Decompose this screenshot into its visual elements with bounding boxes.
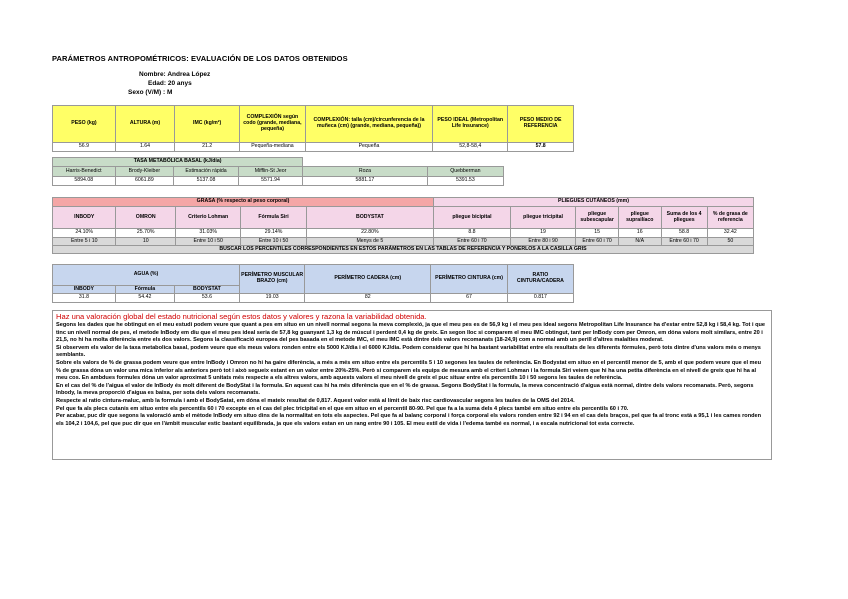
percentile-subescapular: Entre 60 i 70 — [576, 238, 619, 246]
assessment-paragraph: Sobre els valors de % de grassa podem veure que entre InBody i Omron no hi ha gaire diferència, a més a més em situo entre els percentils 5 i 10 segones les taules de referència. En Bodystat em situo en el percentil menor de 5, amb el que podem veure que el meu % de grassa dóna un valor una mica inferior als anteriors però tot i això segueix estant en un valor entre 20%-25%. Però si comparem els equips de mesura amb el criteri Lohman i la formula Siri veiem que hi ha una petita diferència en el nivell de greix que hi ha al meu cos. En ambdues formules dóna un valor aproximat 5 unitats més respecte a els altres valors, amb aquests valors el meu nivell de greix el puc situar entre els percentils 10 i 50 segons les taules de referència. — [56, 359, 762, 382]
cell-bodystat: 22.80% — [306, 229, 433, 238]
cell-lohman: 31.03% — [176, 229, 241, 238]
cell-tricipital: 19 — [510, 229, 575, 238]
cell-ratio-cintura-cadera: 0.817 — [507, 294, 573, 303]
percentile-bicipital: Entre 60 i 70 — [434, 238, 511, 246]
agua-title: AGUA (%) — [53, 265, 240, 286]
header-harris-benedict: Harris-Benedict — [53, 167, 116, 177]
tmb-title: TASA METABÓLICA BASAL (kJ/día) — [53, 158, 303, 167]
cell-agua-bodystat: 53.6 — [174, 294, 239, 303]
name-value: Andrea López — [167, 71, 211, 78]
agua-perimetros-table — [52, 264, 574, 303]
header-brody-kleiber: Brody-Kleiber — [115, 167, 174, 177]
header-complexion-muneca: COMPLEXIÓN: talla (cm)/circunferencia de la muñeca (cm) (grande, mediana, pequeña)) — [305, 106, 432, 143]
cell-agua-formula: 54.42 — [115, 294, 174, 303]
header-omron: OMRON — [116, 207, 176, 229]
cell-suma-pliegues: 58.8 — [661, 229, 707, 238]
header-complexion-codo: COMPLEXIÓN según codo (grande, mediana, pequeña) — [240, 106, 306, 143]
header-imc: IMC (kg/m²) — [175, 106, 240, 143]
header-subescapular: pliegue subescapular — [576, 207, 619, 229]
header-peso-ideal: PESO IDEAL (Metropolitan Life Insurance) — [433, 106, 508, 143]
cell-bicipital: 8.8 — [434, 229, 511, 238]
cell-perimetro-brazo: 19.03 — [239, 294, 304, 303]
header-inbody: INBODY — [53, 207, 116, 229]
tmb-table — [52, 157, 504, 186]
percentile-suprailiaco: N/A — [619, 238, 662, 246]
percentile-tricipital: Entre 80 i 90 — [510, 238, 575, 246]
header-altura: ALTURA (m) — [115, 106, 174, 143]
age-value: 20 anys — [167, 80, 192, 87]
percentile-suma-pliegues: Entre 60 i 70 — [661, 238, 707, 246]
grasa-title: GRASA (% respecto al peso corporal) — [53, 198, 434, 207]
header-estimacion-rapida: Estimación rápida — [174, 167, 239, 177]
name-label: Nombre: — [139, 71, 166, 78]
header-peso-medio: PESO MEDIO DE REFERENCIA — [508, 106, 574, 143]
cell-peso-medio: 57.8 — [508, 143, 574, 152]
name-row — [139, 71, 210, 78]
cell-grasa-referencia: 32.42 — [707, 229, 753, 238]
sex-value: M — [167, 89, 173, 96]
header-tricipital: pliegue tricipital — [510, 207, 575, 229]
header-agua-inbody: INBODY — [53, 286, 116, 294]
cell-complexion-muneca: Pequeña — [305, 143, 432, 152]
cell-peso-ideal: 52,8-58,4 — [433, 143, 508, 152]
cell-suprailiaco: 16 — [619, 229, 662, 238]
percentile-lohman: Entre 10 i 50 — [176, 238, 241, 246]
header-perimetro-brazo: PERÍMETRO MUSCULAR BRAZO (cm) — [239, 265, 304, 294]
header-quebberman: Quebberman — [427, 167, 503, 177]
assessment-paragraph: Pel que fa als plecs cutanis em situo entre els percentils 60 i 70 excepte en el cas del plec tricipital en el que em situo en el percentil 80-90. Pel que fa a la suma dels 4 plecs també em situo entre els percentils 60 i 70. — [56, 405, 629, 412]
assessment-paragraph: Segons les dades que he obtingut en el meu estudi podem veure que quant a pes em situo en un nivell normal segons la meva complexió, ja que el meu pes es de 56,9 kg i el meu pes ideal segons Metropolitan Life Insurance ha d'estar entre 52,8 kg i 58,4 kg. Tot i que tinc un nivell normal de pes, el metode InBody em diu que el meu pes ideal seria de 57,8 kg guanyant 1,3 kg de múscul i perdent 0,4 kg de greix. En segon lloc si comparem el meu IMC obtingut, tant per InBody com per Omron, em dóna valors molt similars, entre 20 i 21,5, no hi ha molta diferència entre els dos valors. Segons la classificació europea del pes basada en el metode IMC, el meu IMC està dintre dels valors recomanats (18-24,9) com a normal amb un perill d'altres malalties moderat. — [56, 322, 766, 344]
percentile-siri: Entre 10 i 50 — [241, 238, 306, 246]
cell-agua-inbody: 31.8 — [53, 294, 116, 303]
cell-quebberman: 5391.53 — [427, 177, 503, 186]
assessment-paragraph: Per acabar, puc dir que segons la valoració amb el mètode InBody em situo dins de la normalitat en tots els aspectes. Pel que fa al balanç corporal i força corporal els valors ronden entre 92 i 94 en el cas dels braços, pel que fa al tronc està a 95,1 i les cames ronden els 104,2 i 104,6, pel que puc dir que en l'àmbit muscular estic bastant equilibrada, ja que els valors estan en un rang entre 90 i 105. El meu estil de vida i l'edema també es normal, i a escala nutricional tot esta correcte. — [56, 413, 762, 427]
sex-label: Sexo (V/M) : — [128, 89, 166, 96]
assessment-paragraph: Respecte al ratio cintura-maluc, amb la formula i amb el BodySatat, em dóna el mateix resultat de 0,817. Aquest valor està al límit de baix risc cardiovascular segons les taules de la OMS del 2014. — [56, 397, 575, 404]
cell-omron: 25.70% — [116, 229, 176, 238]
header-bodystat: BODYSTAT — [306, 207, 433, 229]
age-row — [148, 80, 192, 87]
percentile-note: BUSCAR LOS PERCENTILES CORRESPONDIENTES EN ESTOS PARÁMETROS EN LAS TABLAS DE REFERENCIA Y PONERLOS A LA CASILLA GRIS — [53, 246, 754, 254]
header-perimetro-cintura: PERÍMETRO CINTURA (cm) — [431, 265, 508, 294]
cell-altura: 1.64 — [115, 143, 174, 152]
header-agua-bodystat: BODYSTAT — [174, 286, 239, 294]
header-siri: Fórmula Siri — [241, 207, 306, 229]
cell-complexion-codo: Pequeña-mediana — [240, 143, 306, 152]
percentile-bodystat: Menys de 5 — [306, 238, 433, 246]
header-lohman: Criterio Lohman — [176, 207, 241, 229]
assessment-paragraph: Si observem els valor de la taxa metabolica basal, podem veure que els meus valors ronden entre els 5000 KJ/dia i el 6000 KJ/dia. Podem considerar que hi ha bastant variabilitat entre els resultats de les diferents fórmules, però tots dintre d'uns valors més o menys semblants. — [56, 344, 761, 359]
header-grasa-referencia: % de grasa de referencia — [707, 207, 753, 229]
pliegues-title: PLIEGUES CUTÁNEOS (mm) — [434, 198, 754, 207]
sex-row — [128, 89, 172, 96]
age-label: Edad: — [148, 80, 167, 87]
cell-roza: 5881.17 — [303, 177, 428, 186]
cell-harris-benedict: 5894.08 — [53, 177, 116, 186]
page-title: PARÁMETROS ANTROPOMÉTRICOS: EVALUACIÓN DE LOS DATOS OBTENIDOS — [52, 54, 348, 63]
percentile-omron: 10 — [116, 238, 176, 246]
assessment-text — [56, 322, 766, 428]
cell-inbody: 24.10% — [53, 229, 116, 238]
assessment-paragraph: En el cas del % de l'aigua el valor de InBody és molt diferent de BodyStat i la formula. En aquest cas hi ha més diferència que en el % de grassa. Segons BodyStat i la formula, la meva concentració d'aigua està normal, dintre dels valors recomanats. Però, segons Inbody, la meva proporció d'aigua es baixa, per sota dels valors recomanats. — [56, 382, 754, 397]
header-bicipital: pliegue bicipital — [434, 207, 511, 229]
header-roza: Roza — [303, 167, 428, 177]
cell-mifflin: 5571.94 — [238, 177, 302, 186]
percentile-grasa-referencia: 50 — [707, 238, 753, 246]
header-suma-pliegues: Suma de los 4 pliegues — [661, 207, 707, 229]
header-ratio-cintura-cadera: RATIO CINTURA/CADERA — [507, 265, 573, 294]
cell-siri: 29.14% — [241, 229, 306, 238]
grasa-pliegues-table — [52, 197, 754, 254]
header-mifflin: Mifflin-St Jeor — [238, 167, 302, 177]
cell-brody-kleiber: 6061.89 — [115, 177, 174, 186]
header-perimetro-cadera: PERÍMETRO CADERA (cm) — [305, 265, 431, 294]
cell-perimetro-cadera: 82 — [305, 294, 431, 303]
cell-imc: 21.2 — [175, 143, 240, 152]
header-peso: PESO (kg) — [53, 106, 116, 143]
cell-subescapular: 15 — [576, 229, 619, 238]
header-agua-formula: Fórmula — [115, 286, 174, 294]
percentile-inbody: Entre 5 i 10 — [53, 238, 116, 246]
assessment-title: Haz una valoración global del estado nutricional según estos datos y valores y razona la variabilidad obtenida. — [56, 312, 427, 321]
cell-estimacion-rapida: 5137.08 — [174, 177, 239, 186]
header-suprailiaco: pliegue suprailíaco — [619, 207, 662, 229]
cell-perimetro-cintura: 67 — [431, 294, 508, 303]
anthropometric-table — [52, 105, 574, 152]
cell-peso: 56.9 — [53, 143, 116, 152]
